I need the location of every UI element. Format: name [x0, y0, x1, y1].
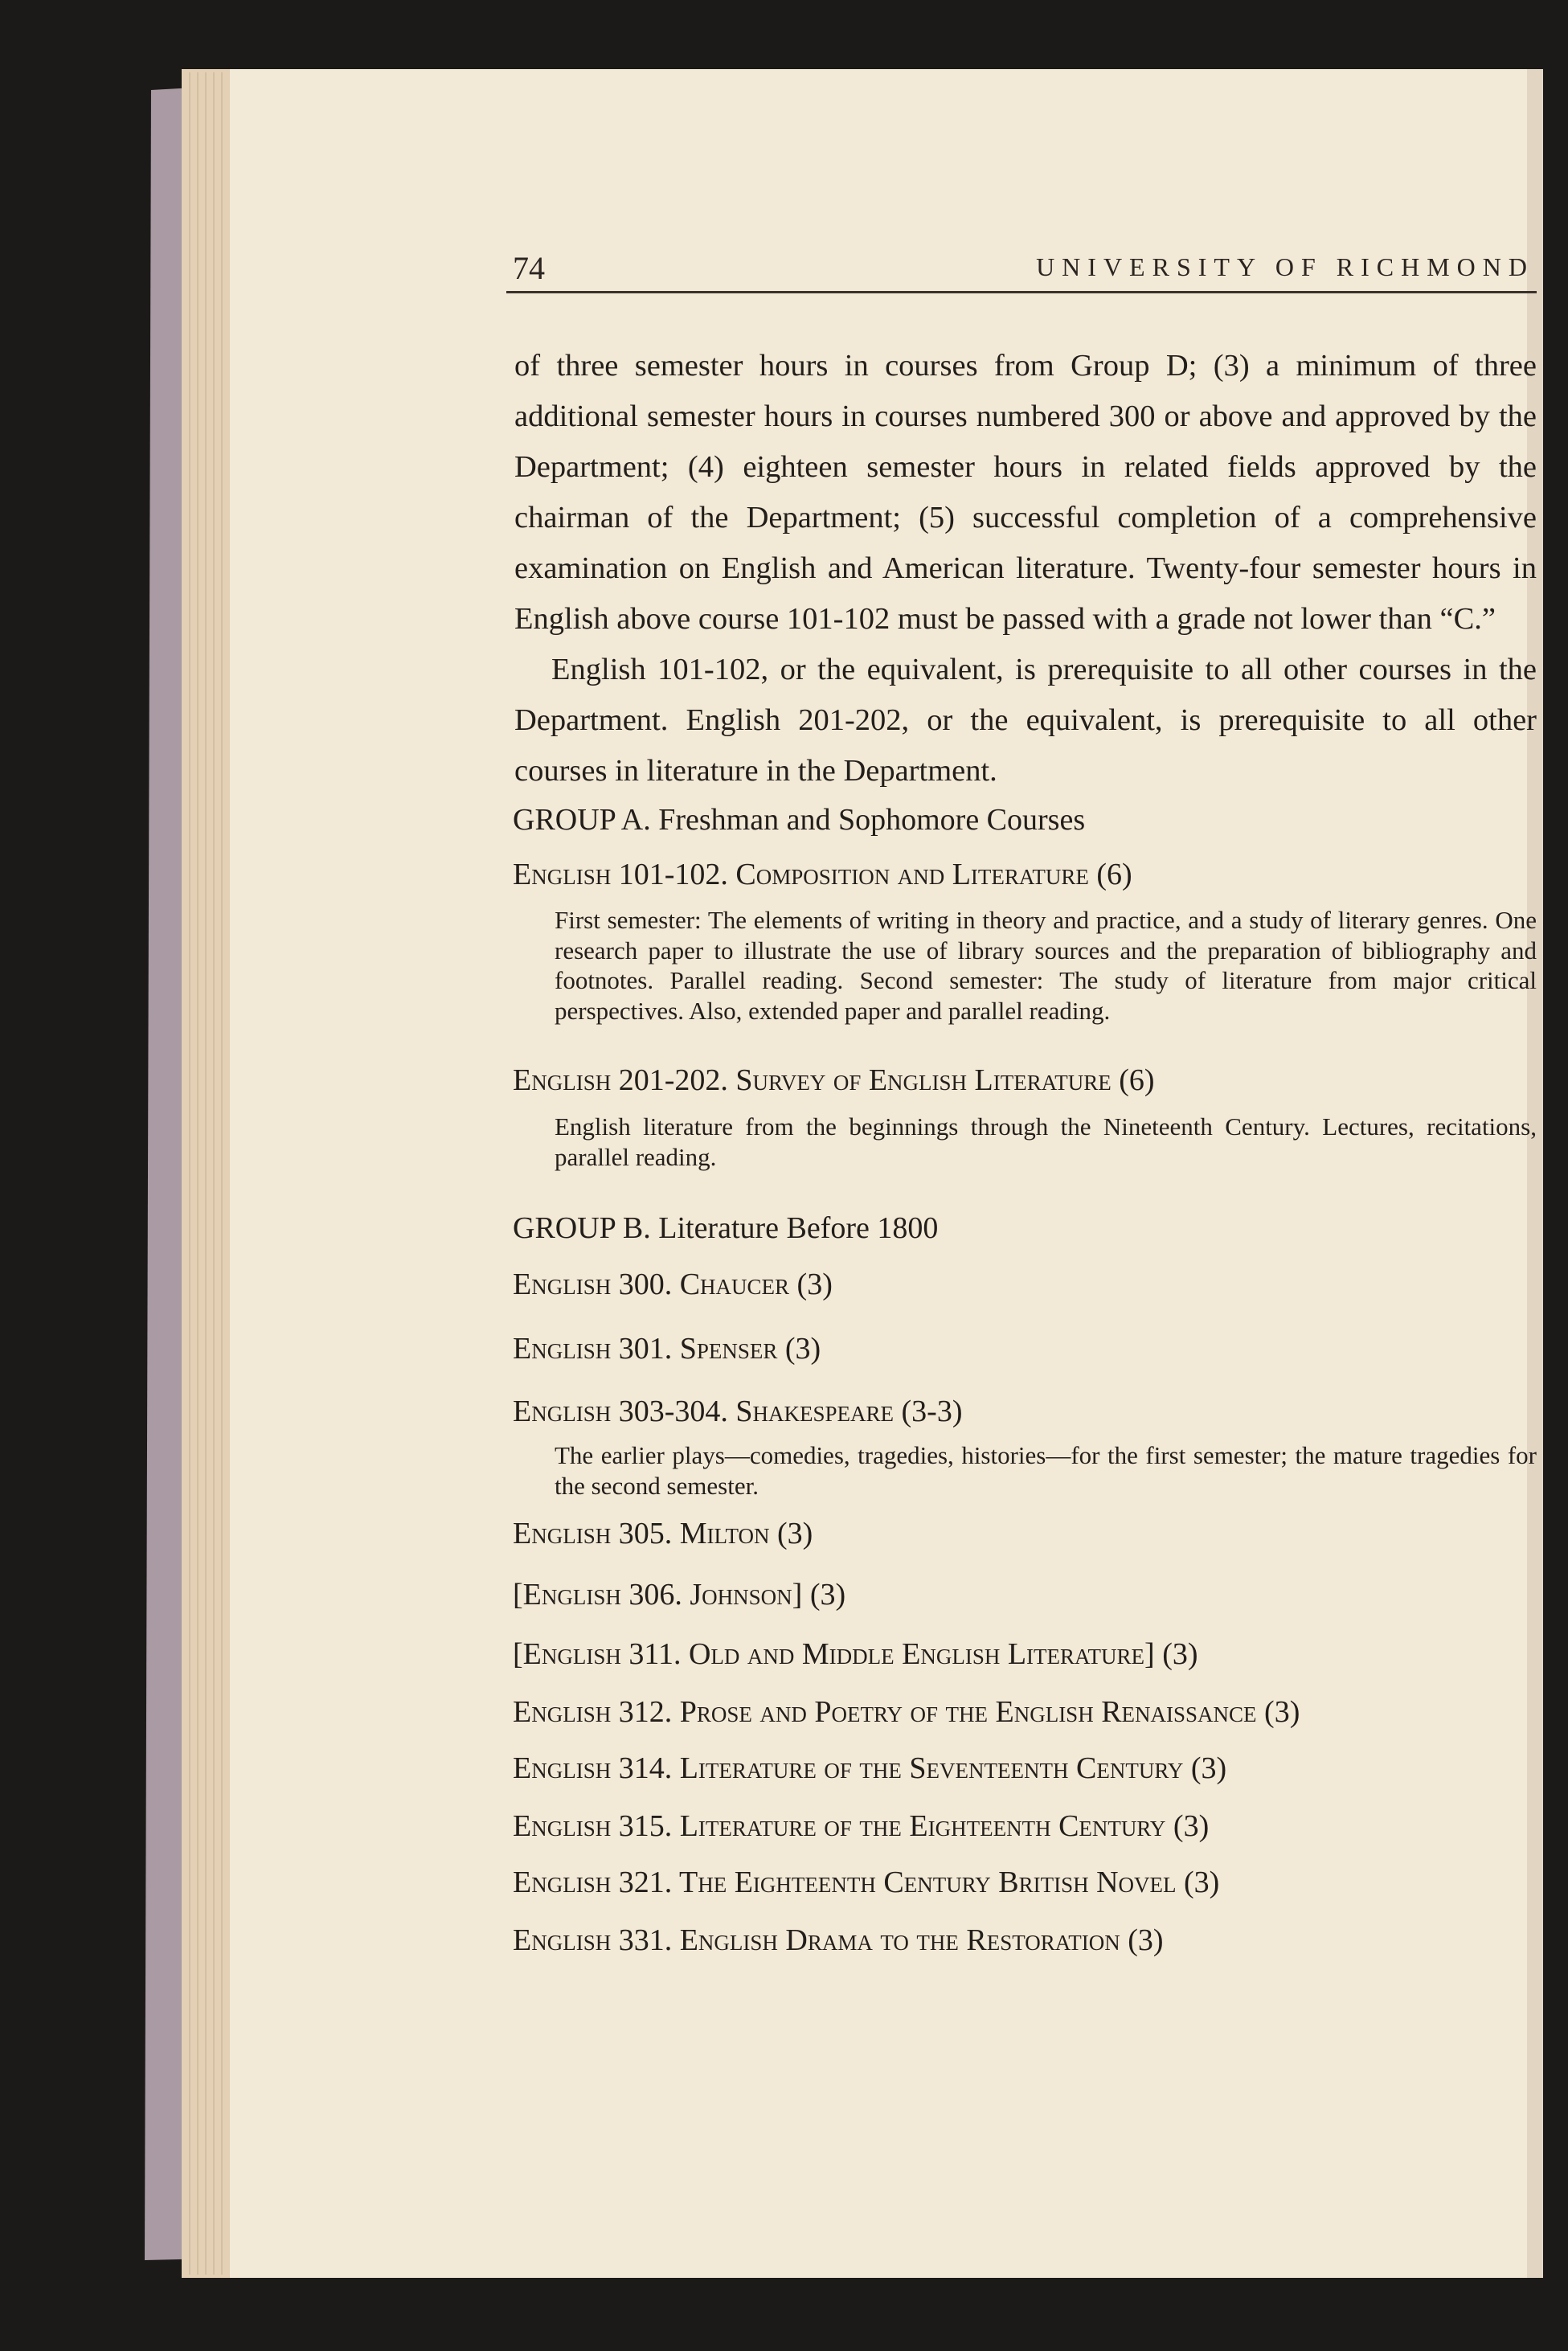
course-title: English 315. Literature of the Eighteenth Century (3)	[513, 1809, 1210, 1843]
intro-paragraph: of three semester hours in courses from Group D; (3) a minimum of three additional semester hours in courses numbered 300 or above and approved by the Department; (4) eighteen semester hours in related fields approved by the chairman of the Department; (5) successful completion of a comprehensive examination on English and American literature. Twenty-four semester hours in English above course 101-102 must be passed with a grade not lower than “C.”	[514, 349, 1537, 636]
intro-text	[514, 341, 1537, 797]
course-title: English 201-202. Survey of English Literature (6)	[513, 1063, 1155, 1097]
course-title: English 101-102. Composition and Literature (6)	[513, 858, 1132, 891]
course-title: English 300. Chaucer (3)	[513, 1268, 833, 1301]
course-title: English 301. Spenser (3)	[513, 1332, 821, 1366]
course-title: English 305. Milton (3)	[513, 1517, 813, 1550]
intro-paragraph: English 101-102, or the equivalent, is prerequisite to all other courses in the Department. English 201-202, or the equivalent, is prerequisite to all other courses in literature in the Department.	[514, 653, 1537, 788]
course-title: English 321. The Eighteenth Century British Novel (3)	[513, 1866, 1220, 1899]
course-title: English 331. English Drama to the Restoration (3)	[513, 1923, 1164, 1957]
page-number: 74	[513, 250, 545, 286]
course-title: English 303-304. Shakespeare (3-3)	[513, 1395, 963, 1428]
header-rule	[506, 291, 1537, 293]
course-description-text: First semester: The elements of writing in theory and practice, and a study of literary genres. One research paper to illustrate the use of library sources and the preparation of bibliography and footnotes. Parallel reading. Second semester: The study of literature from major critical perspectives. Also, extended paper and parallel reading.	[555, 906, 1537, 1025]
course-description	[555, 905, 1537, 1026]
group-b-heading: GROUP B. Literature Before 1800	[513, 1211, 939, 1245]
course-title: [English 311. Old and Middle English Literature] (3)	[513, 1637, 1198, 1671]
course-description	[555, 1440, 1537, 1501]
course-description	[555, 1112, 1537, 1172]
course-description-text: English literature from the beginnings through the Nineteenth Century. Lectures, recitations, parallel reading.	[555, 1112, 1537, 1171]
course-description-text: The earlier plays—comedies, tragedies, histories—for the first semester; the mature tragedies for the second semester.	[555, 1441, 1537, 1500]
running-title: UNIVERSITY OF RICHMOND	[1036, 252, 1534, 281]
course-title: English 312. Prose and Poetry of the English Renaissance (3)	[513, 1695, 1300, 1729]
course-title: [English 306. Johnson] (3)	[513, 1578, 846, 1612]
course-title: English 314. Literature of the Seventeenth Century (3)	[513, 1751, 1227, 1785]
group-a-heading: GROUP A. Freshman and Sophomore Courses	[513, 803, 1086, 837]
